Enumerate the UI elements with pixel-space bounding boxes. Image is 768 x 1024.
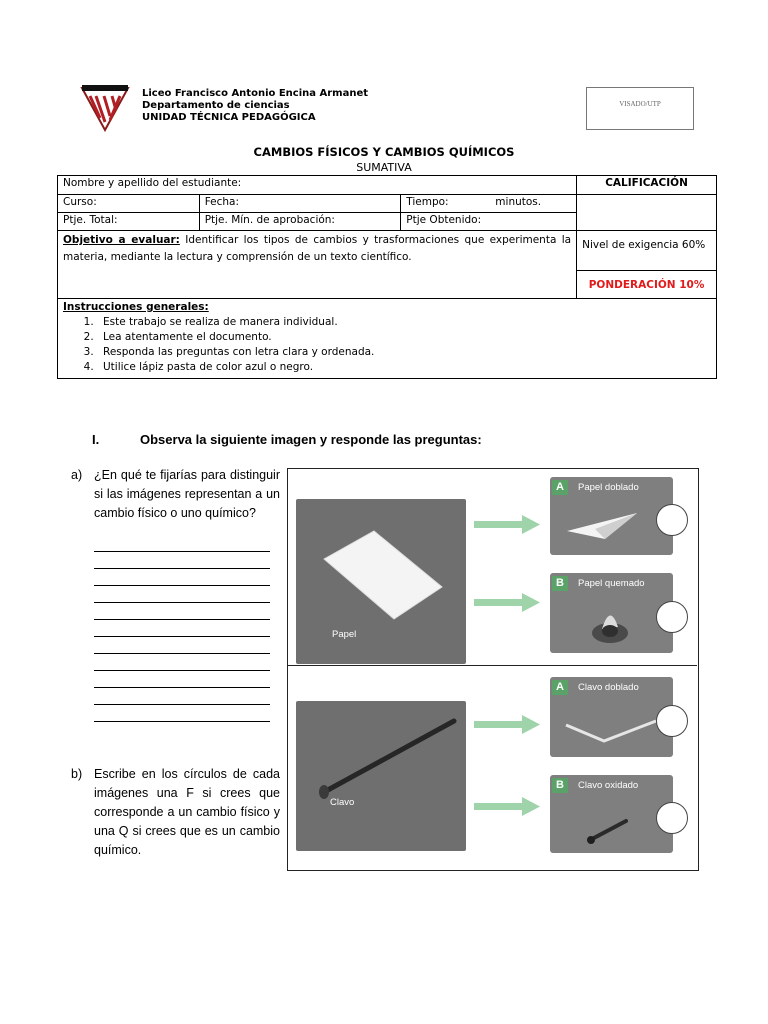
question-a-text: ¿En qué te fijarías para distinguir si las imágenes representan a un cambio físico o uno químico? — [94, 468, 280, 520]
curso-field[interactable]: Curso: — [58, 195, 200, 213]
section-title: Observa la siguiente imagen y responde las preguntas: — [140, 432, 482, 447]
list-item: 2. Lea atentamente el documento. — [97, 331, 711, 343]
answer-line[interactable] — [94, 670, 270, 671]
nail-photo — [296, 701, 466, 851]
rusty-nail-icon — [580, 811, 640, 851]
fecha-field[interactable]: Fecha: — [199, 195, 401, 213]
panel-label: Papel quemado — [578, 578, 645, 589]
page-title: CAMBIOS FÍSICOS Y CAMBIOS QUÍMICOS — [253, 145, 515, 159]
answer-line[interactable] — [94, 687, 270, 688]
bent-nail-icon — [560, 711, 660, 751]
panel-papel-doblado — [550, 477, 673, 555]
objetivo-text: Identificar los tipos de cambios y trasformaciones que experimenta la materia, mediante la lectura y comprensión de un texto científico. — [63, 234, 572, 263]
paper-sheet-image — [296, 499, 466, 664]
instrucciones-cell — [58, 299, 717, 379]
answer-line[interactable] — [94, 619, 270, 620]
arrow-right-icon — [470, 797, 550, 817]
page-subtitle: SUMATIVA — [356, 161, 412, 174]
ponderacion-label: PONDERACIÓN 10% — [577, 271, 717, 299]
nivel-exigencia: Nivel de exigencia 60% — [577, 231, 717, 271]
paper-plane-icon — [565, 509, 645, 549]
badge-a: A — [552, 680, 568, 695]
answer-line[interactable] — [94, 568, 270, 569]
badge-a: A — [552, 480, 568, 495]
list-item: 3. Responda las preguntas con letra clara y ordenada. — [97, 346, 711, 358]
panel-label: Clavo oxidado — [578, 780, 639, 791]
calificacion-header: CALIFICACIÓN — [577, 176, 717, 195]
answer-line[interactable] — [94, 704, 270, 705]
question-b-label: b) — [71, 767, 83, 781]
answer-line[interactable] — [94, 721, 270, 722]
panel-clavo-oxidado — [550, 775, 673, 853]
instrucciones-list — [63, 316, 711, 373]
panel-clavo-doblado — [550, 677, 673, 757]
department-name: Departamento de ciencias — [142, 100, 290, 111]
section-number: I. — [92, 432, 100, 447]
clavo-label: Clavo — [330, 797, 355, 808]
tiempo-field[interactable]: Tiempo: minutos. — [406, 196, 542, 208]
panel-label: Clavo doblado — [578, 682, 639, 693]
calificacion-box[interactable] — [577, 195, 717, 231]
unit-name: UNIDAD TÉCNICA PEDAGÓGICA — [142, 112, 316, 123]
objetivo-cell — [58, 231, 577, 299]
panel-papel-quemado — [550, 573, 673, 653]
ptje-obtenido-field[interactable]: Ptje Obtenido: — [401, 213, 577, 231]
figure-divider — [288, 665, 697, 666]
school-name: Liceo Francisco Antonio Encina Armanet — [142, 88, 369, 99]
answer-line[interactable] — [94, 653, 270, 654]
answer-circle[interactable] — [656, 601, 688, 633]
paper-photo — [296, 499, 466, 664]
visado-label: VISADO/UTP — [619, 100, 661, 108]
answer-line[interactable] — [94, 585, 270, 586]
question-a-label: a) — [71, 468, 83, 482]
school-logo — [80, 82, 130, 132]
arrow-right-icon — [470, 515, 550, 535]
answer-circle[interactable] — [656, 504, 688, 536]
nail-image — [296, 701, 466, 851]
panel-label: Papel doblado — [578, 482, 639, 493]
burning-paper-icon — [580, 599, 640, 649]
badge-b: B — [552, 576, 568, 591]
answer-line[interactable] — [94, 636, 270, 637]
visado-box — [586, 87, 694, 130]
answer-line[interactable] — [94, 551, 270, 552]
arrow-right-icon — [470, 593, 550, 613]
arrow-right-icon — [470, 715, 550, 735]
student-info-table — [57, 175, 717, 379]
answer-line[interactable] — [94, 602, 270, 603]
instrucciones-label: Instrucciones generales: — [63, 301, 209, 313]
papel-label: Papel — [332, 629, 357, 640]
student-name-field[interactable]: Nombre y apellido del estudiante: — [58, 176, 577, 195]
question-b-text: Escribe en los círculos de cada imágenes una F si crees que corresponde a un cambio físico y una Q si crees que es un cambio químico. — [94, 767, 280, 857]
answer-circle[interactable] — [656, 802, 688, 834]
objetivo-label: Objetivo a evaluar: — [63, 234, 180, 246]
list-item: 4. Utilice lápiz pasta de color azul o negro. — [97, 361, 711, 373]
ptje-min-field[interactable]: Ptje. Mín. de aprobación: — [199, 213, 401, 231]
badge-b: B — [552, 778, 568, 793]
ptje-total-field[interactable]: Ptje. Total: — [58, 213, 200, 231]
list-item: 1. Este trabajo se realiza de manera individual. — [97, 316, 711, 328]
changes-figure — [287, 468, 699, 871]
answer-circle[interactable] — [656, 705, 688, 737]
